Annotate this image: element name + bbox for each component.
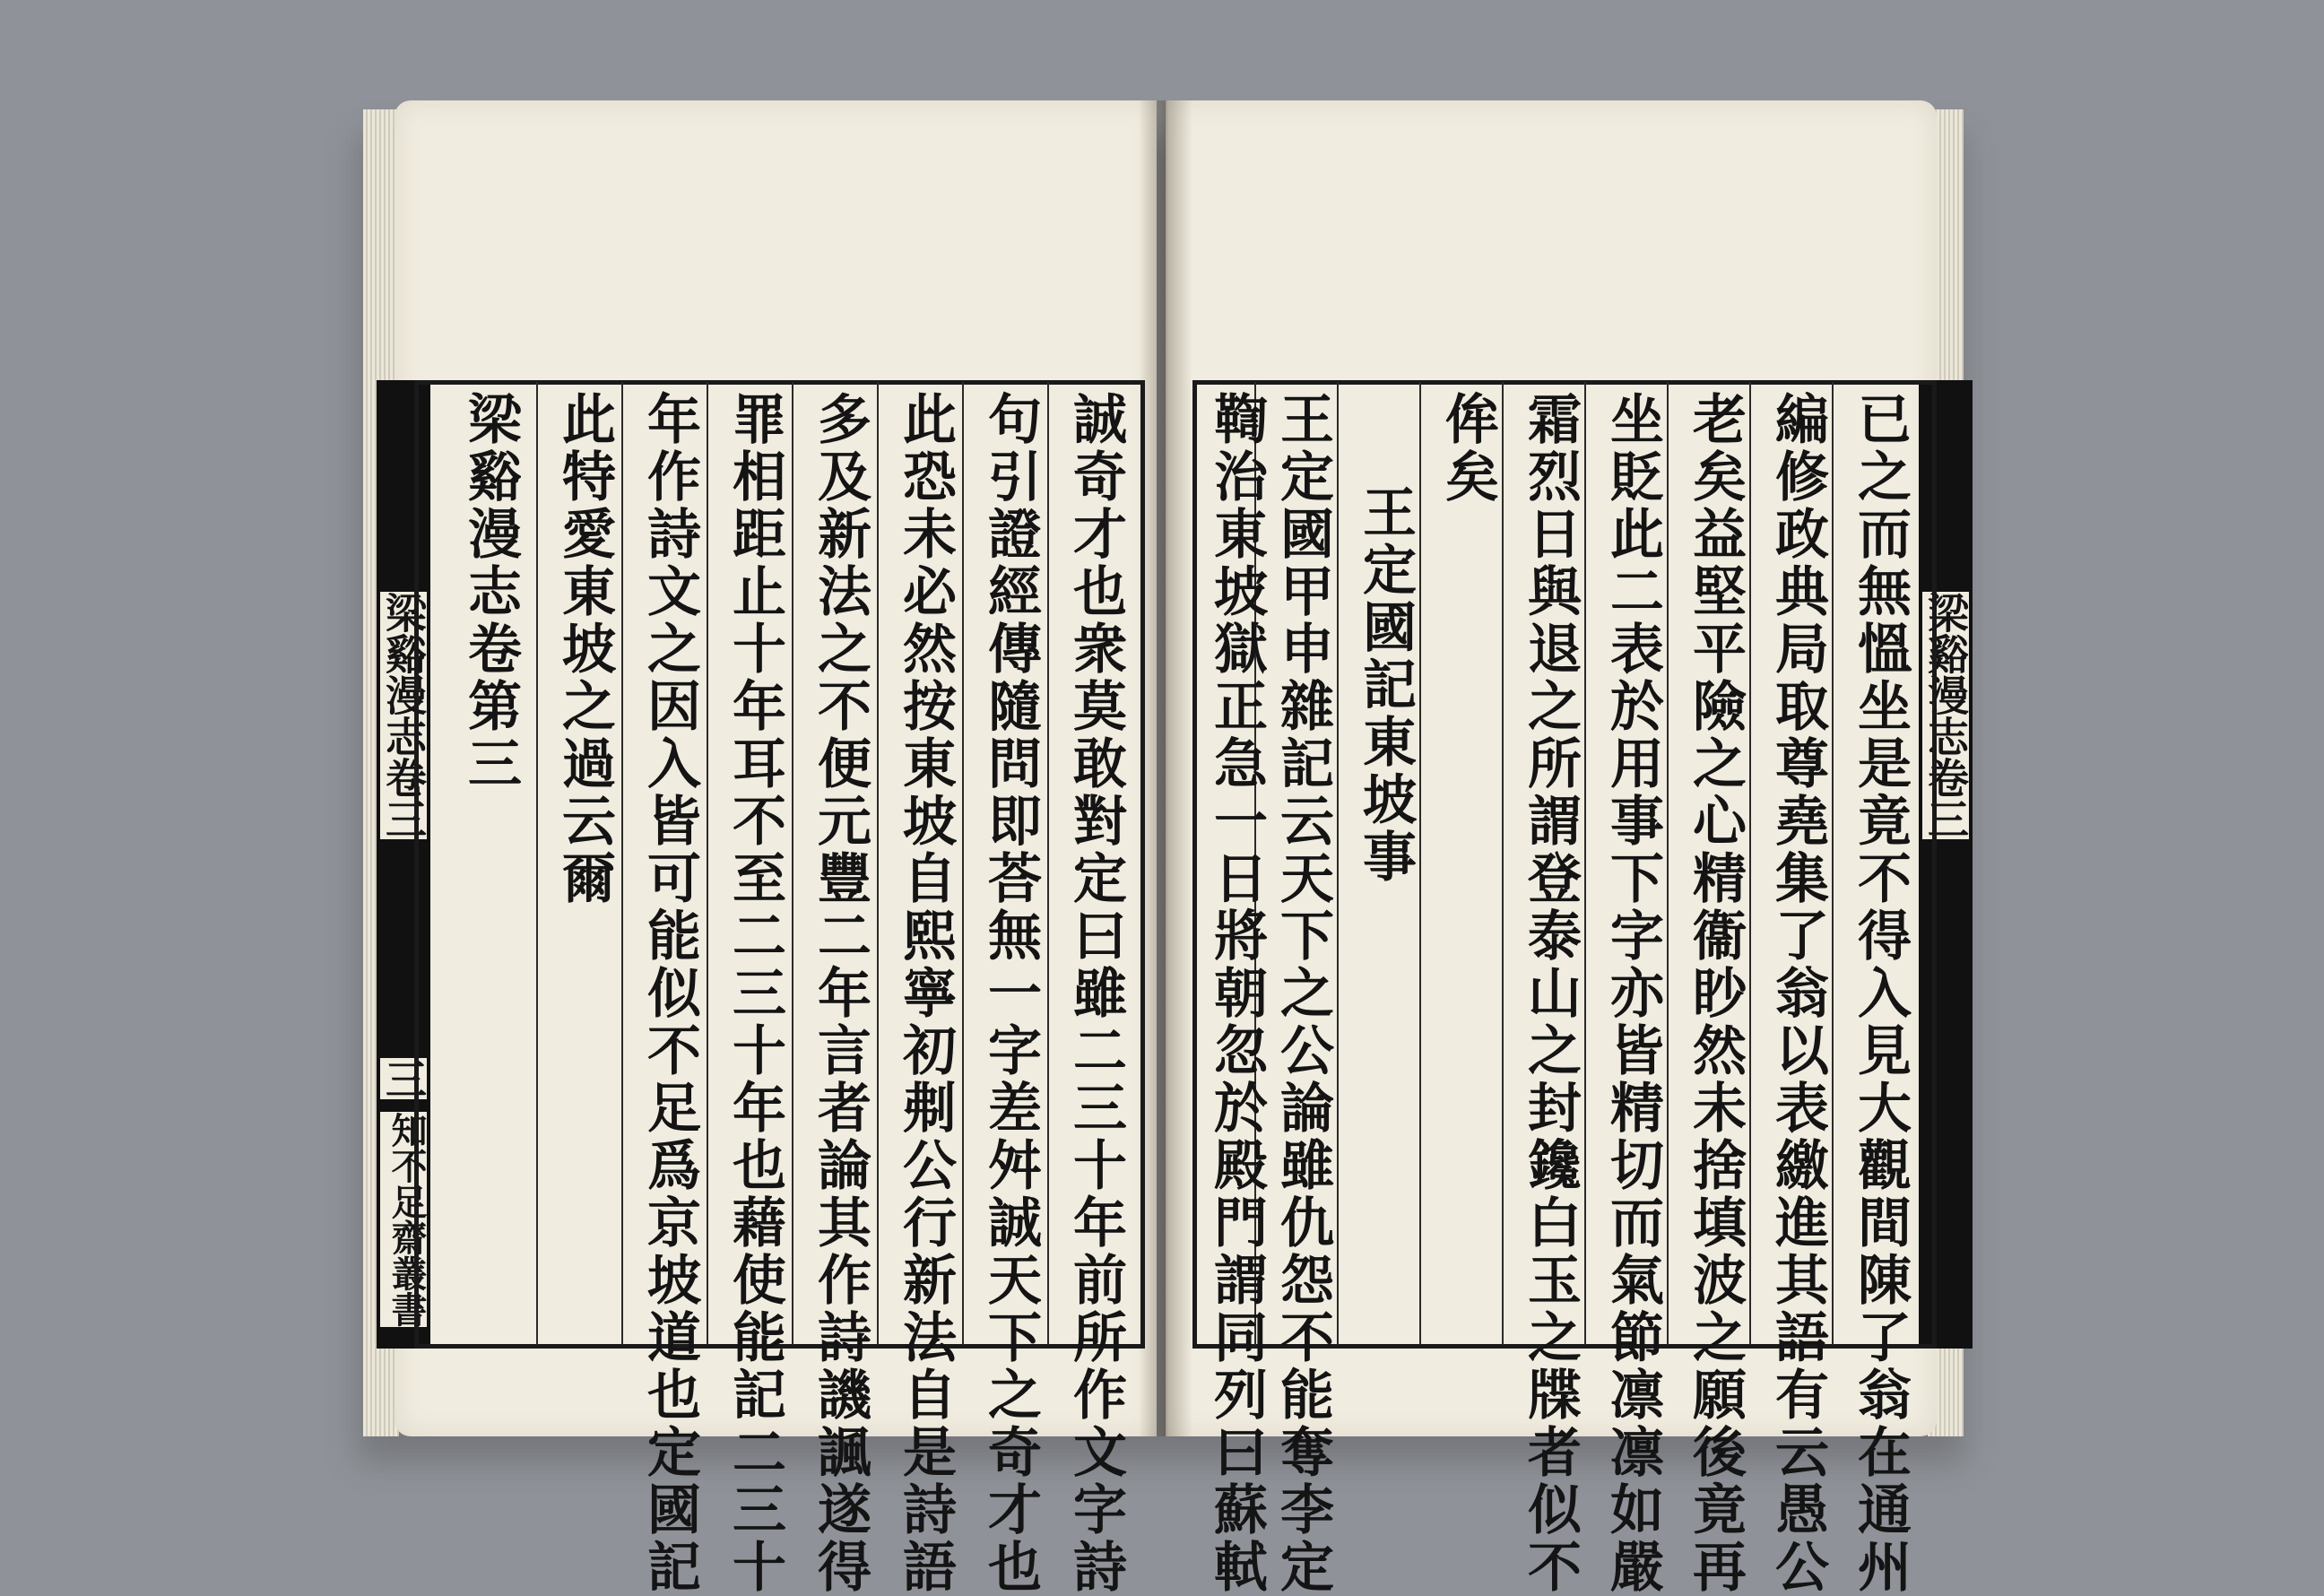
left-col-6: 年作詩文之因入皆可能似不足爲京坡道也定國記 — [638, 391, 701, 1596]
column-rule — [962, 382, 964, 1345]
column-rule — [1667, 382, 1669, 1345]
column-rule — [1832, 382, 1834, 1345]
right-col-4: 坐貶此二表於用事下字亦皆精切而氣節凛凛如嚴 — [1601, 391, 1664, 1596]
book-gutter — [1139, 100, 1192, 1436]
column-rule — [1337, 382, 1339, 1345]
right-col-8: 王定國甲申雜記云天下之公論雖仇怨不能奪李定 — [1271, 391, 1334, 1596]
column-rule — [1502, 382, 1504, 1345]
right-col-5: 霜烈日與退之所謂登泰山之封鑱白玉之牒者似不 — [1519, 391, 1582, 1596]
column-rule — [1749, 382, 1751, 1345]
left-col-3: 此恐未必然按東坡自熙寧初刜公行新法自是詩語 — [894, 391, 957, 1596]
right-col-2: 編修政典局取尊堯集了翁以表繳進其語有云愚公 — [1766, 391, 1829, 1596]
juan-title: 梁谿漫志卷第三 — [459, 391, 522, 793]
left-banxin-collection: 知不足齋叢書 — [380, 1112, 427, 1327]
left-col-4: 多及新法之不便元豐二年言者論其作詩譏諷遂得 — [809, 391, 872, 1596]
right-col-9: 鞫治東坡獄正急一日將朝忽於殿門謂同列曰蘇軾 — [1205, 391, 1268, 1596]
right-col-1: 已之而無慍坐是竟不得入見大觀間陳了翁在通州 — [1849, 391, 1912, 1596]
column-rule — [1419, 382, 1421, 1345]
column-rule — [707, 382, 708, 1345]
column-rule — [792, 382, 793, 1345]
left-col-7: 此特愛東坡之過云爾 — [553, 391, 616, 907]
column-rule — [1584, 382, 1586, 1345]
left-col-2: 句引證經傳隨問即荅無一字差舛誠天下之奇才也 — [979, 391, 1042, 1596]
left-banxin-title: 梁谿漫志卷三 — [379, 592, 428, 839]
section-heading: 王定國記東坡事 — [1354, 484, 1417, 886]
left-col-5: 罪相距止十年耳不至二三十年也藉使能記二三十 — [724, 391, 786, 1596]
right-banxin-title: 梁谿漫志卷三 — [1921, 592, 1970, 839]
column-rule — [877, 382, 879, 1345]
column-rule — [1047, 382, 1049, 1345]
right-col-6: 侔矣 — [1436, 391, 1499, 506]
column-rule — [536, 382, 538, 1345]
right-col-3: 老矣益堅平險之心精衞眇然未捨填波之願後竟再 — [1684, 391, 1747, 1596]
column-rule — [621, 382, 623, 1345]
left-col-1: 誠奇才也衆莫敢對定曰雖二三十年前所作文字詩 — [1064, 391, 1127, 1596]
left-banxin-page-number: 三 — [379, 1058, 428, 1099]
